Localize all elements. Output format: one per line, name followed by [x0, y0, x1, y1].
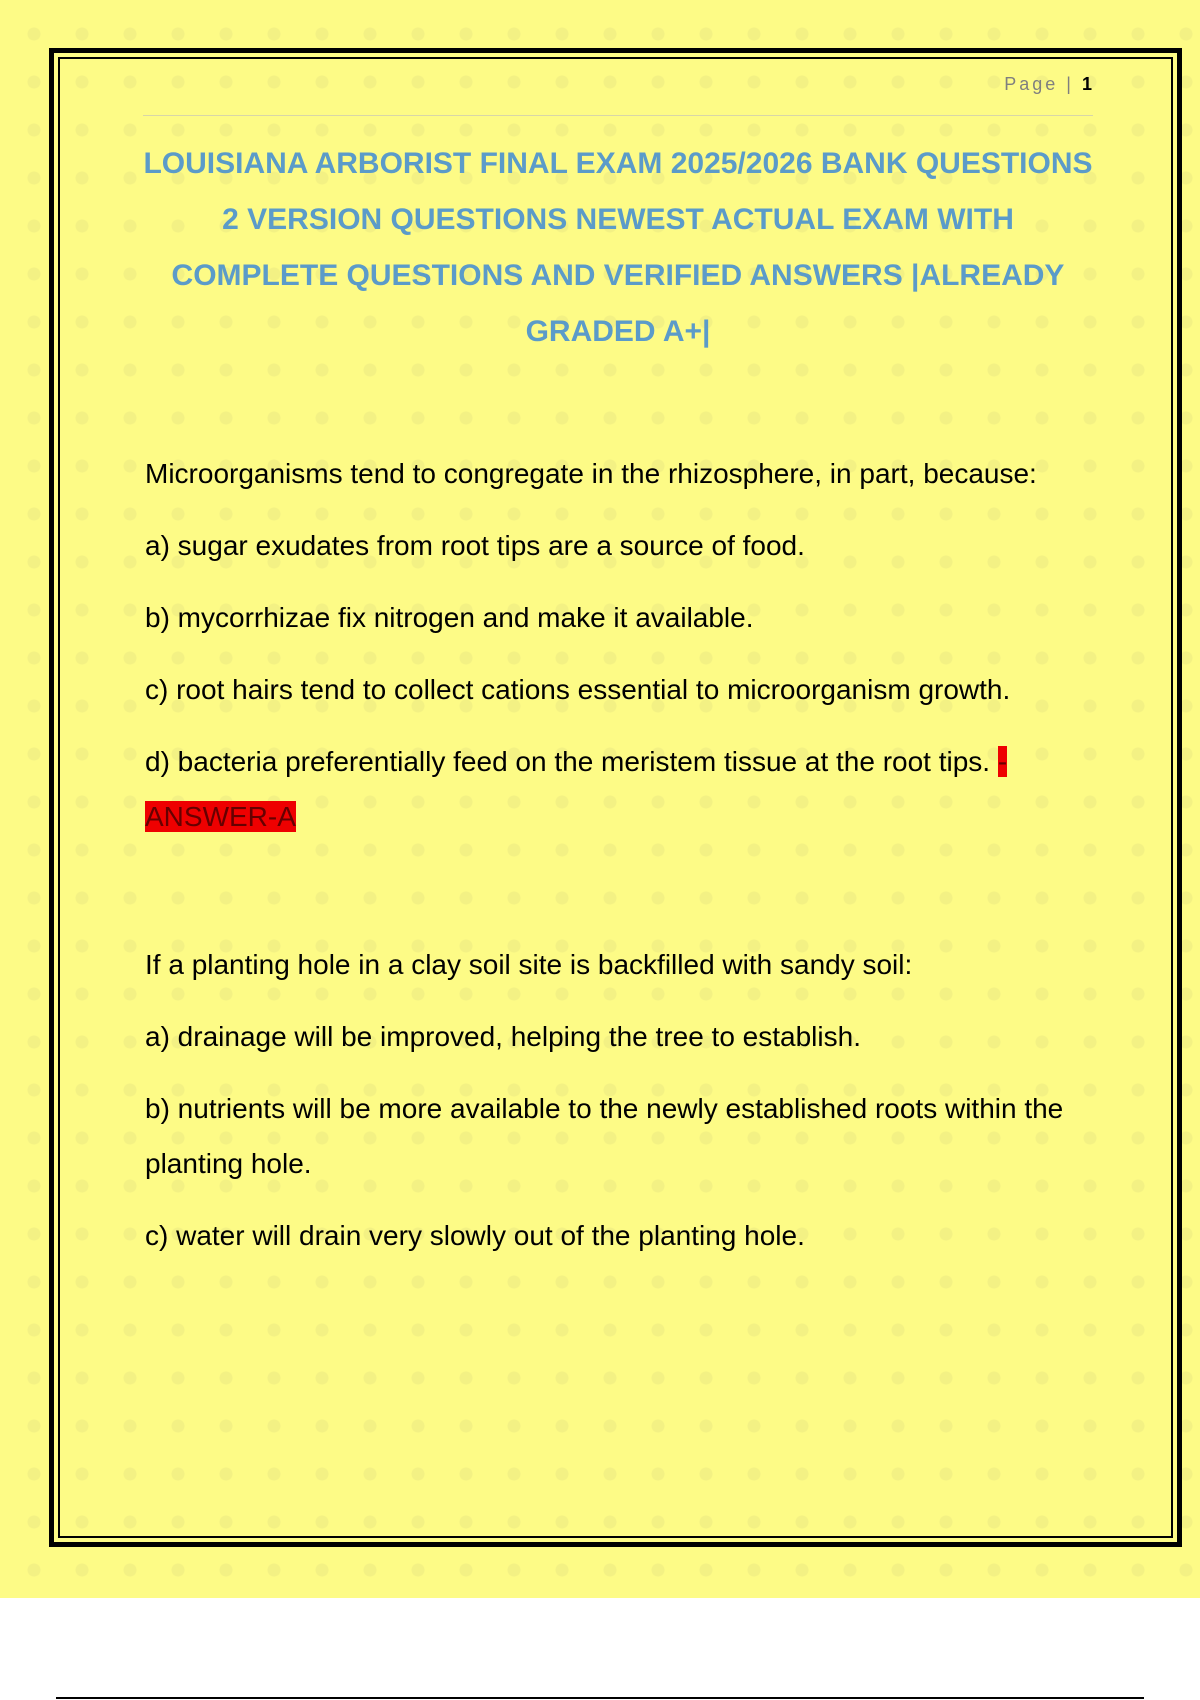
- question-stem: Microorganisms tend to congregate in the rhizosphere, in part, because:: [145, 458, 1037, 489]
- question-list: [145, 446, 1080, 1280]
- page-number-header: [1004, 74, 1092, 95]
- answer-option: c) root hairs tend to collect cations essential to microorganism growth.: [145, 674, 1011, 705]
- answer-option-with-key: [145, 734, 1080, 844]
- answer-option: b) nutrients will be more available to the newly established roots within the planting hole.: [145, 1093, 1064, 1179]
- question-spacer: [145, 861, 1080, 937]
- answer-option: a) sugar exudates from root tips are a source of food.: [145, 530, 805, 561]
- header-divider: [143, 115, 1093, 116]
- answer-option-text: d) bacteria preferentially feed on the meristem tissue at the root tips.: [145, 746, 991, 777]
- question-1: [145, 446, 1080, 844]
- answer-option: c) water will drain very slowly out of the planting hole.: [145, 1220, 805, 1251]
- page-label: Page |: [1004, 74, 1074, 94]
- answer-option: b) mycorrhizae fix nitrogen and make it available.: [145, 602, 754, 633]
- document-title: LOUISIANA ARBORIST FINAL EXAM 2025/2026 BANK QUESTIONS 2 VERSION QUESTIONS NEWEST ACTUAL EXAM WITH COMPLETE QUESTIONS AND VERIFIED ANSWERS |ALREADY GRADED A+|: [143, 147, 1093, 348]
- question-stem: If a planting hole in a clay soil site is backfilled with sandy soil:: [145, 949, 913, 980]
- answer-key-highlight: - ANSWER-A: [145, 746, 1008, 832]
- footer-divider: [56, 1697, 1144, 1699]
- question-2: [145, 937, 1080, 1263]
- page-number: 1: [1081, 74, 1092, 94]
- answer-option: a) drainage will be improved, helping the tree to establish.: [145, 1021, 861, 1052]
